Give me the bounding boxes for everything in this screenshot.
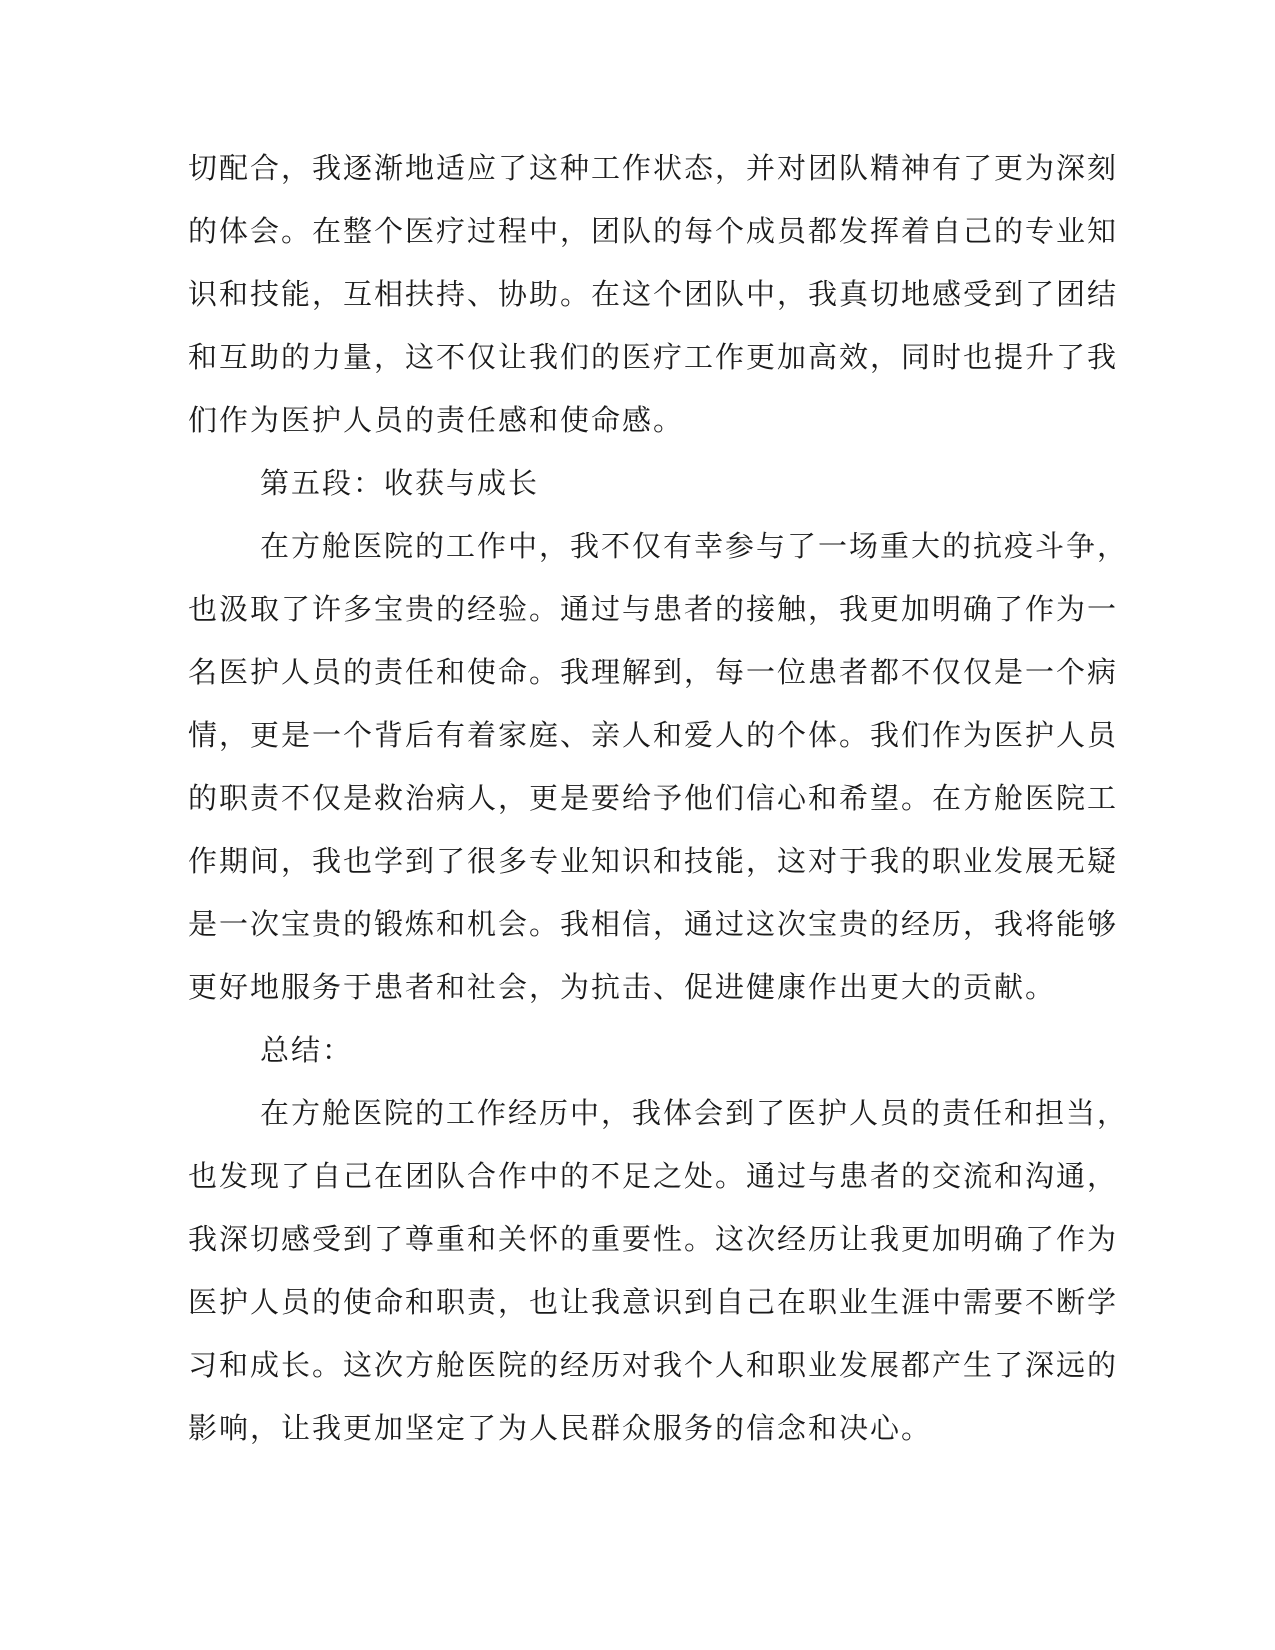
text-line: 在方舱医院的工作中，我不仅有幸参与了一场重大的抗疫斗争，: [260, 529, 1129, 563]
text-line: 的职责不仅是救治病人，更是要给予他们信心和希望。在方舱医院工: [188, 781, 1119, 815]
document-body: [188, 137, 1129, 1460]
text-line: 们作为医护人员的责任感和使命感。: [188, 403, 685, 437]
paragraph-continued: [188, 137, 1119, 452]
text-line: 的体会。在整个医疗过程中，团队的每个成员都发挥着自己的专业知: [188, 214, 1119, 248]
text-line: 和互助的力量，这不仅让我们的医疗工作更加高效，同时也提升了我: [188, 340, 1119, 374]
text-line: 影响，让我更加坚定了为人民群众服务的信念和决心。: [188, 1411, 933, 1445]
text-line: 情，更是一个背后有着家庭、亲人和爱人的个体。我们作为医护人员: [188, 718, 1119, 752]
section5-paragraph: [188, 515, 1129, 1019]
text-line: 也汲取了许多宝贵的经验。通过与患者的接触，我更加明确了作为一: [188, 592, 1119, 626]
text-line: 切配合，我逐渐地适应了这种工作状态，并对团队精神有了更为深刻: [188, 151, 1119, 185]
text-line: 名医护人员的责任和使命。我理解到，每一位患者都不仅仅是一个病: [188, 655, 1119, 689]
text-line: 习和成长。这次方舱医院的经历对我个人和职业发展都产生了深远的: [188, 1348, 1119, 1382]
text-line: 是一次宝贵的锻炼和机会。我相信，通过这次宝贵的经历，我将能够: [188, 907, 1119, 941]
text-line: 识和技能，互相扶持、协助。在这个团队中，我真切地感受到了团结: [188, 277, 1119, 311]
text-line: 更好地服务于患者和社会，为抗击、促进健康作出更大的贡献。: [188, 970, 1057, 1004]
text-line: 也发现了自己在团队合作中的不足之处。通过与患者的交流和沟通，: [188, 1159, 1119, 1193]
text-line: 在方舱医院的工作经历中，我体会到了医护人员的责任和担当，: [260, 1096, 1129, 1130]
text-line: 医护人员的使命和职责，也让我意识到自己在职业生涯中需要不断学: [188, 1285, 1119, 1319]
text-line: 我深切感受到了尊重和关怀的重要性。这次经历让我更加明确了作为: [188, 1222, 1119, 1256]
summary-paragraph: [188, 1082, 1129, 1460]
section-heading: 第五段：收获与成长: [260, 466, 540, 500]
summary-heading: 总结：: [260, 1033, 354, 1067]
text-line: 作期间，我也学到了很多专业知识和技能，这对于我的职业发展无疑: [188, 844, 1119, 878]
